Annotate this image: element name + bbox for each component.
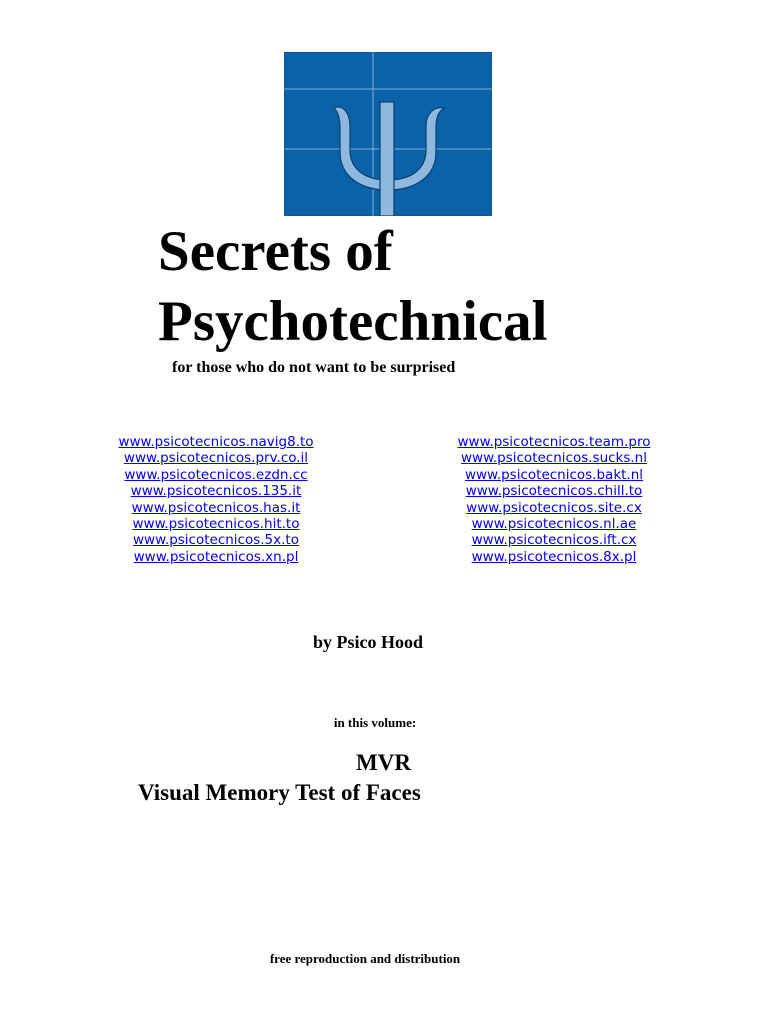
site-link[interactable]: www.psicotecnicos.8x.pl [471, 548, 637, 565]
site-link[interactable]: www.psicotecnicos.hit.to [132, 516, 300, 533]
site-link[interactable]: www.psicotecnicos.team.pro [457, 434, 651, 450]
site-link[interactable]: www.psicotecnicos.navig8.to [118, 434, 314, 450]
site-link[interactable]: www.psicotecnicos.chill.to [465, 483, 643, 500]
volume-code: MVR [356, 750, 411, 775]
title-line-2: Psychotechnical [158, 290, 548, 353]
site-link[interactable]: www.psicotecnicos.bakt.nl [464, 466, 644, 483]
site-link[interactable]: www.psicotecnicos.site.cx [466, 499, 642, 516]
site-link[interactable]: www.psicotecnicos.ezdn.cc [124, 466, 308, 483]
site-link[interactable]: www.psicotecnicos.has.it [131, 499, 301, 516]
links-right-column [424, 434, 684, 565]
psi-logo [284, 52, 492, 216]
in-this-volume-label: in this volume: [333, 715, 417, 730]
subtitle: for those who do not want to be surprised [172, 359, 456, 376]
site-link[interactable]: www.psicotecnicos.ift.cx [471, 532, 637, 549]
site-link[interactable]: www.psicotecnicos.sucks.nl [460, 450, 647, 467]
site-link[interactable]: www.psicotecnicos.xn.pl [133, 548, 299, 565]
site-link[interactable]: www.psicotecnicos.135.it [130, 483, 302, 500]
psi-icon [284, 52, 492, 216]
author-line: by Psico Hood [312, 632, 423, 652]
site-link[interactable]: www.psicotecnicos.5x.to [133, 532, 299, 549]
volume-title: Visual Memory Test of Faces [138, 780, 421, 805]
site-link[interactable]: www.psicotecnicos.nl.ae [471, 516, 637, 533]
footer-note: free reproduction and distribution [269, 951, 461, 966]
links-left-column [86, 434, 346, 565]
title-line-1: Secrets of [158, 220, 393, 283]
site-link[interactable]: www.psicotecnicos.prv.co.il [123, 450, 309, 467]
